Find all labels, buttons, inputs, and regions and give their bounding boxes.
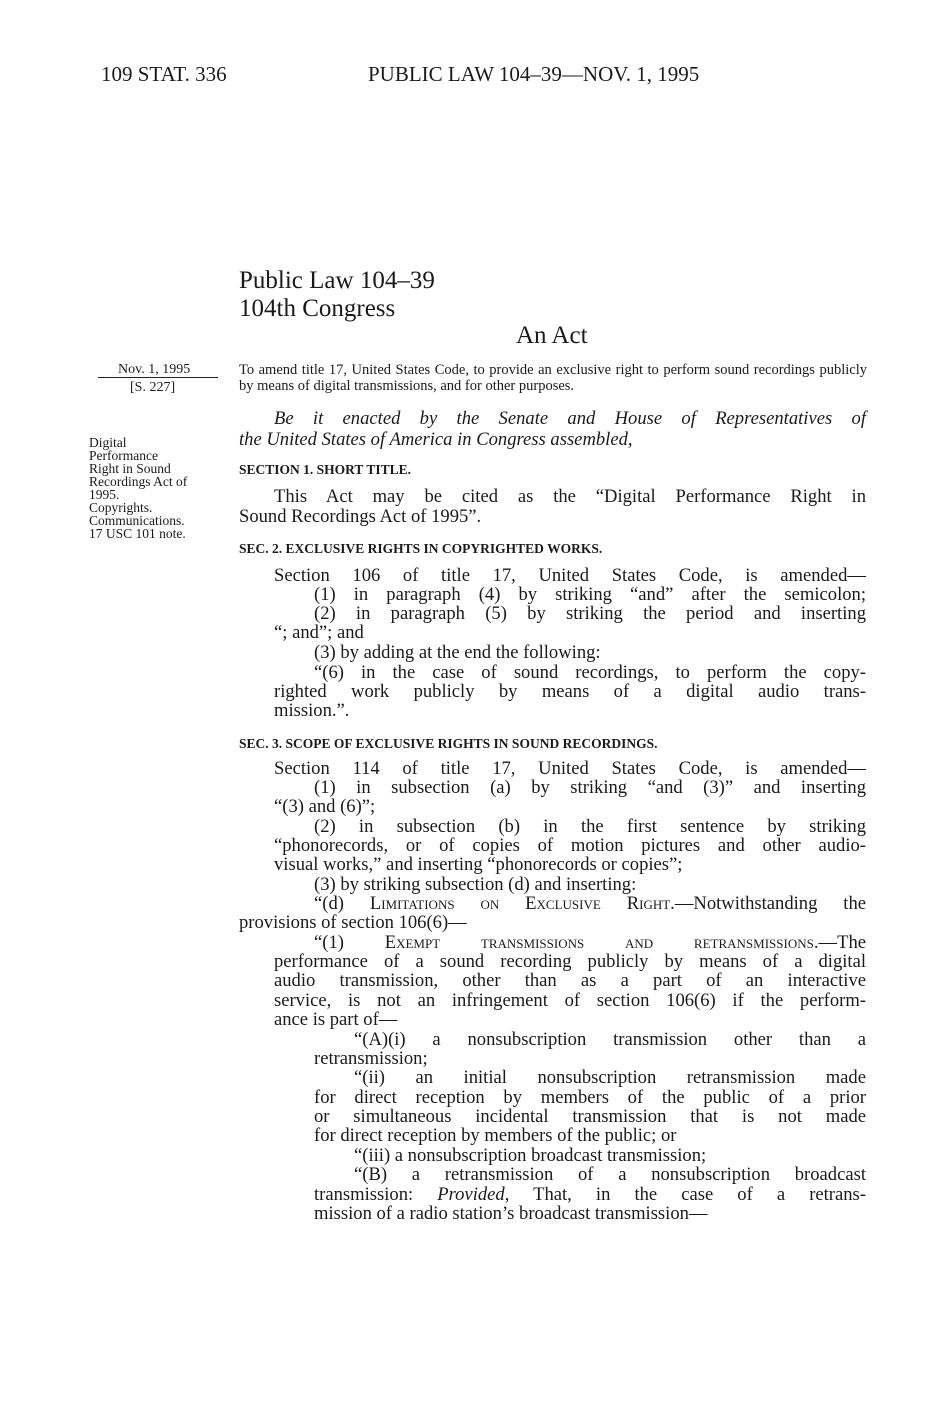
subsection-heading: Limitations on Exclusive Right: [369, 893, 671, 914]
proviso-lead: transmission:: [314, 1184, 438, 1205]
body-line: (2) in subsection (b) in the first sentence by striking: [314, 816, 866, 837]
margin-short-title-line: 1995.: [89, 487, 120, 502]
body-line: (1) in subsection (a) by striking “and (3)” and inserting: [314, 777, 866, 798]
page-stat-citation: 109 STAT. 336: [101, 62, 227, 86]
margin-bill-number: [S. 227]: [130, 380, 176, 395]
body-line: (2) in paragraph (5) by striking the period and inserting: [314, 603, 866, 624]
body-line: Section 114 of title 17, United States Code, is amended—: [274, 758, 866, 779]
body-line: (3) by striking subsection (d) and inserting:: [314, 874, 637, 895]
margin-subject-copyrights: Copyrights.: [89, 500, 153, 515]
body-line: ance is part of—: [274, 1009, 398, 1030]
body-line: (1) in paragraph (4) by striking “and” after the semicolon;: [314, 584, 866, 605]
enacting-clause-line: Be it enacted by the Senate and House of Representatives of: [274, 408, 866, 429]
proviso-word: Provided: [437, 1184, 505, 1205]
paragraph-intro: .—The: [813, 932, 866, 953]
body-line: (3) by adding at the end the following:: [314, 642, 601, 663]
margin-short-title-line: Digital: [89, 435, 127, 450]
section-heading: SEC. 2. EXCLUSIVE RIGHTS IN COPYRIGHTED WORKS.: [239, 541, 603, 556]
section-heading: SECTION 1. SHORT TITLE.: [239, 462, 411, 477]
body-line: mission.”.: [274, 700, 350, 721]
body-line: This Act may be cited as the “Digital Performance Right in: [274, 486, 866, 507]
body-line: mission of a radio station’s broadcast transmission—: [314, 1203, 708, 1224]
act-purpose: To amend title 17, United States Code, to provide an exclusive right to perform sound recordings publicly by means of digital transmissions, and for other purposes.: [239, 362, 867, 394]
body-line: “(iii) a nonsubscription broadcast transmission;: [354, 1145, 707, 1166]
body-line: righted work publicly by means of a digital audio trans-: [274, 681, 866, 702]
body-line: performance of a sound recording publicly by means of a digital: [274, 951, 866, 972]
body-line: provisions of section 106(6)—: [239, 912, 467, 933]
margin-short-title-line: Right in Sound: [89, 461, 171, 476]
body-line: “(B) a retransmission of a nonsubscription broadcast: [354, 1164, 866, 1185]
body-line: “(6) in the case of sound recordings, to perform the copy-: [314, 662, 866, 683]
body-line: for direct reception by members of the public of a prior: [314, 1087, 866, 1108]
body-line: “(ii) an initial nonsubscription retransmission made: [354, 1067, 866, 1088]
body-line: retransmission;: [314, 1048, 428, 1069]
margin-short-title: [89, 436, 187, 540]
proviso-text: , That, in the case of a retrans-: [504, 1184, 866, 1205]
body-line: “; and”; and: [274, 622, 364, 643]
margin-short-title-line: Recordings Act of: [89, 474, 188, 489]
congress-number: 104th Congress: [239, 295, 396, 322]
body-line: for direct reception by members of the public; or: [314, 1125, 677, 1146]
body-line: or simultaneous incidental transmission that is not made: [314, 1106, 866, 1127]
section-heading: SEC. 3. SCOPE OF EXCLUSIVE RIGHTS IN SOUND RECORDINGS.: [239, 736, 658, 751]
margin-subject-communications: Communications.: [89, 513, 185, 528]
margin-divider: [98, 377, 218, 378]
subsection-number: “(d): [314, 893, 370, 914]
body-line: Section 106 of title 17, United States Code, is amended—: [274, 565, 866, 586]
body-line: service, is not an infringement of section 106(6) if the perform-: [274, 990, 866, 1011]
running-header: PUBLIC LAW 104–39—NOV. 1, 1995: [368, 62, 700, 86]
body-line: [314, 1185, 866, 1205]
body-line: [314, 894, 866, 914]
act-heading: An Act: [516, 322, 588, 349]
body-line: audio transmission, other than as a part of an interactive: [274, 970, 866, 991]
paragraph-heading: Exempt transmissions and retransmissions: [384, 932, 814, 953]
paragraph-number: “(1): [314, 932, 385, 953]
body-line: “(3) and (6)”;: [274, 796, 376, 817]
margin-date: Nov. 1, 1995: [118, 362, 191, 377]
body-line: “phonorecords, or of copies of motion pictures and other audio-: [274, 835, 866, 856]
subsection-intro: .—Notwithstanding the: [670, 893, 866, 914]
margin-short-title-line: Performance: [89, 448, 158, 463]
public-law-number: Public Law 104–39: [239, 267, 435, 294]
body-line: [314, 933, 866, 953]
enacting-clause-line: the United States of America in Congress assembled,: [239, 429, 633, 450]
body-line: Sound Recordings Act of 1995”.: [239, 506, 482, 527]
body-line: “(A)(i) a nonsubscription transmission other than a: [354, 1029, 866, 1050]
margin-usc-note: 17 USC 101 note.: [89, 526, 186, 541]
body-line: visual works,” and inserting “phonorecords or copies”;: [274, 854, 683, 875]
